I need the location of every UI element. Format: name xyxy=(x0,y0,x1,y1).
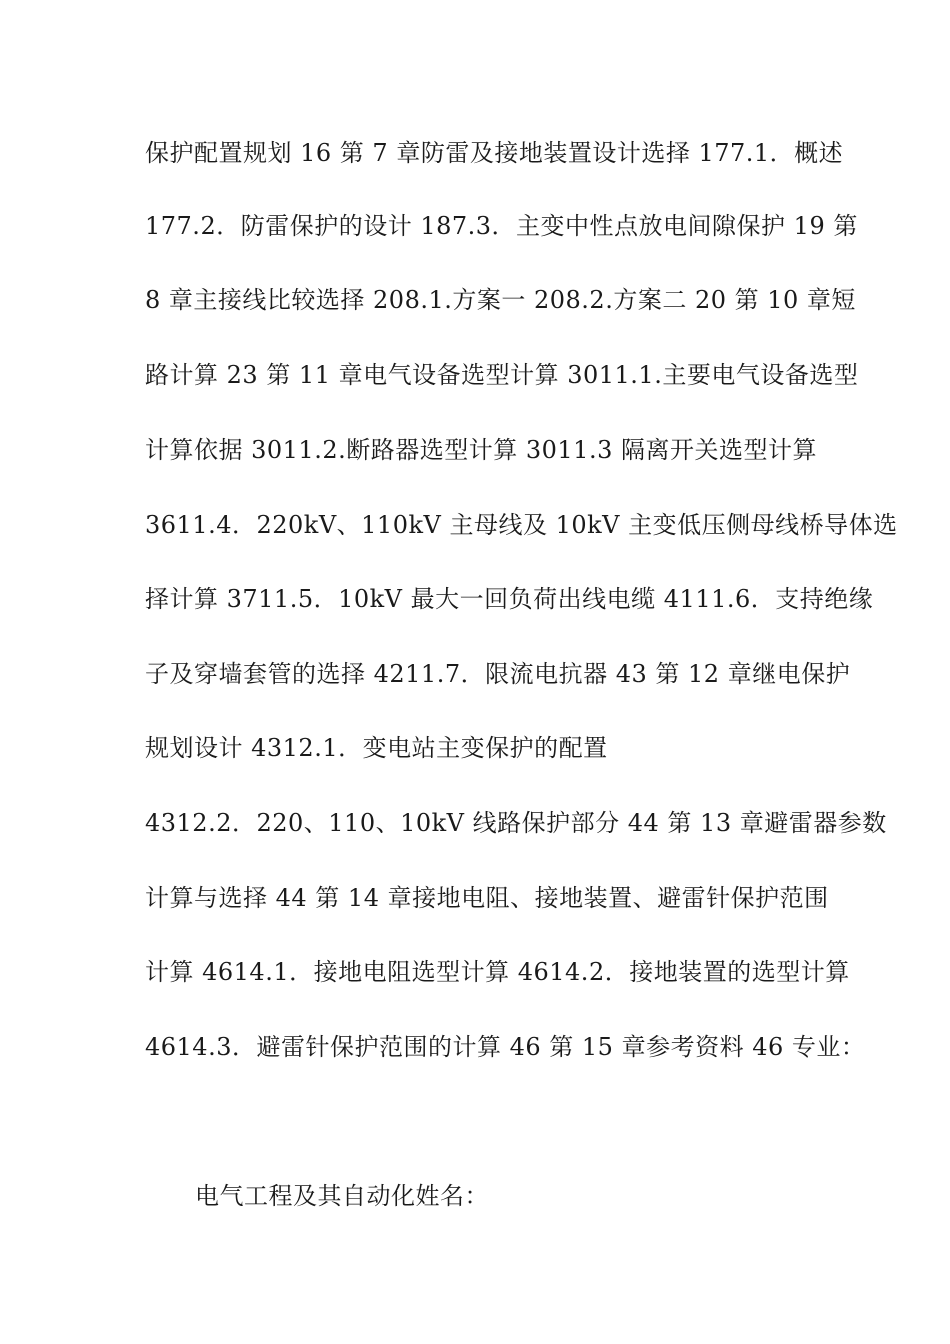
toc-line: 8 章主接线比较选择 208.1.方案一 208.2.方案二 20 第 10 章短 xyxy=(145,286,856,314)
toc-line: 择计算 3711.5．10kV 最大一回负荷出线电缆 4111.6．支持绝缘 xyxy=(145,585,874,613)
toc-line: 规划设计 4312.1．变电站主变保护的配置 xyxy=(145,734,608,762)
toc-line: 3611.4．220kV、110kV 主母线及 10kV 主变低压侧母线桥导体选 xyxy=(145,511,898,539)
major-name-line: 电气工程及其自动化姓名： xyxy=(195,1182,489,1210)
toc-line: 计算依据 3011.2.断路器选型计算 3011.3 隔离开关选型计算 xyxy=(145,436,817,464)
toc-line: 子及穿墙套管的选择 4211.7．限流电抗器 43 第 12 章继电保护 xyxy=(145,660,851,688)
toc-line: 4312.2．220、110、10kV 线路保护部分 44 第 13 章避雷器参数 xyxy=(145,809,887,837)
toc-line: 177.2．防雷保护的设计 187.3．主变中性点放电间隙保护 19 第 xyxy=(145,212,858,240)
toc-line: 保护配置规划 16 第 7 章防雷及接地装置设计选择 177.1．概述 xyxy=(145,139,844,167)
toc-line: 路计算 23 第 11 章电气设备选型计算 3011.1.主要电气设备选型 xyxy=(145,361,859,389)
toc-line: 4614.3．避雷针保护范围的计算 46 第 15 章参考资料 46 专业： xyxy=(145,1033,866,1061)
toc-line: 计算 4614.1．接地电阻选型计算 4614.2．接地装置的选型计算 xyxy=(145,958,850,986)
toc-line: 计算与选择 44 第 14 章接地电阻、接地装置、避雷针保护范围 xyxy=(145,884,829,912)
